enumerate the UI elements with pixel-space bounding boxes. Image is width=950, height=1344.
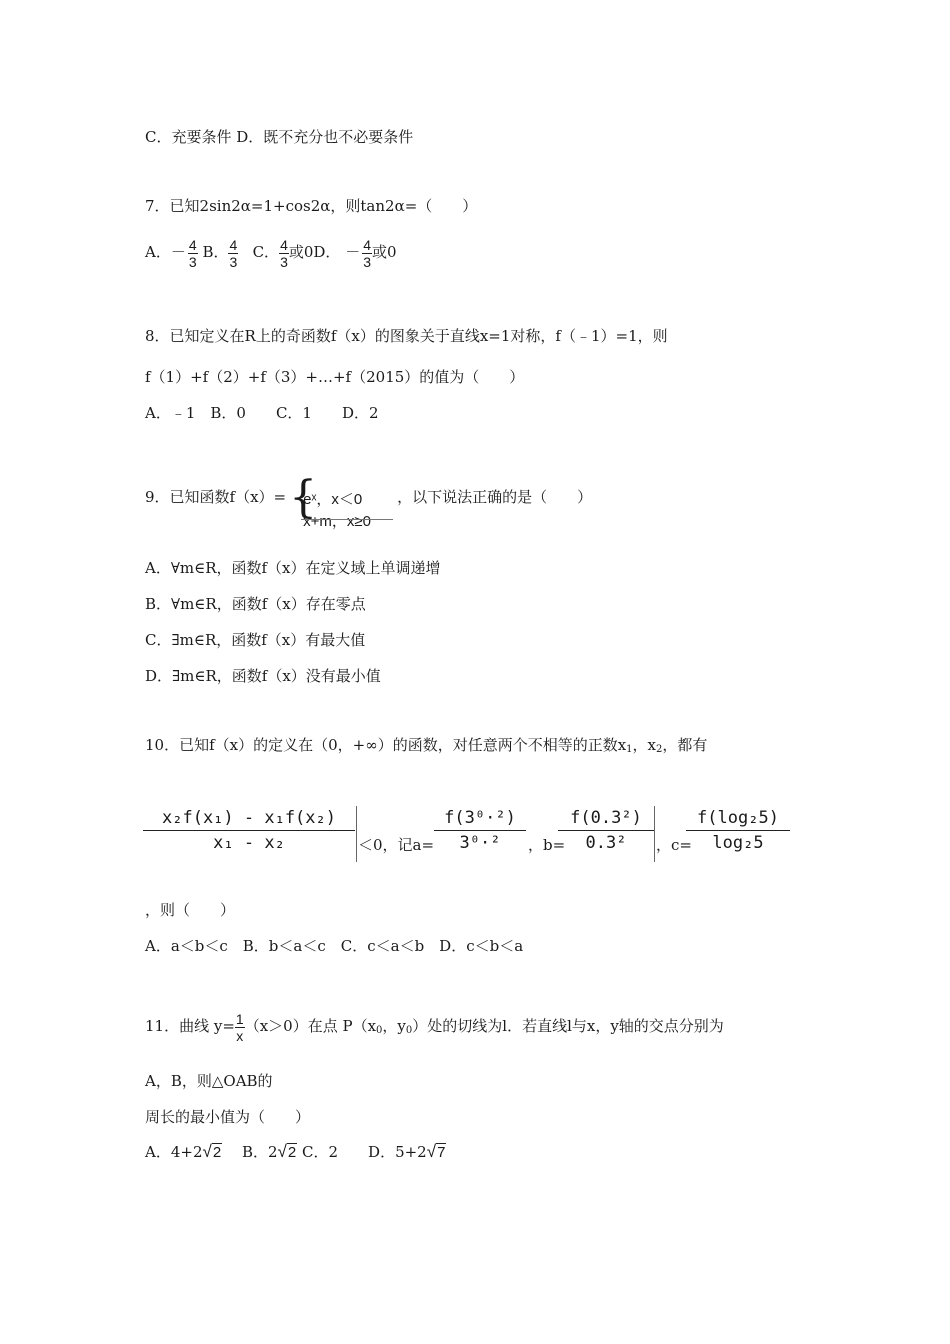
q6-options-cd: C．充要条件 D．既不充分也不必要条件 [145, 128, 414, 146]
q7-opt-d-tail: 或0 [372, 243, 397, 261]
q9-option-c: C．∃m∈R，函数f（x）有最大值 [145, 631, 366, 649]
q7-options [145, 232, 397, 273]
q10-fraction-a: $\frac{\text{f(3⁰·²)}}{\text{3⁰·²}}$ [434, 808, 526, 853]
sqrt-2: √2 [202, 1142, 222, 1161]
fraction-4-3: $\frac{4}{3}$ [280, 236, 288, 270]
q11-line-2: A，B，则△OAB的 [145, 1072, 273, 1090]
q8-options: A．﹣1 B．0 C．1 D．2 [145, 404, 379, 422]
q10-c-label: ，c= [656, 836, 692, 854]
q10-main-denominator: x₁ - x₂ [213, 833, 285, 853]
q10-stem: 10．已知f（x）的定义在（0，+∞）的函数，对任意两个不相等的正数$x_1$，$x_2$，都有 [145, 736, 708, 755]
piecewise-function: { eˣ，x＜0 x+m，x≥0 [289, 476, 397, 520]
q10-main-fraction [143, 808, 355, 853]
q9-stem-post: ，以下说法正确的是（ ） [397, 488, 593, 506]
q9-stem [145, 472, 593, 530]
piecewise-case-1: eˣ，x＜0 [303, 491, 363, 508]
fraction-1-x: $\frac{1}{x}$ [235, 1010, 244, 1044]
piecewise-case-2: x+m，x≥0 [303, 513, 371, 530]
q9-stem-pre: 9．已知函数f（x）= [145, 488, 287, 506]
sqrt-7: √7 [426, 1142, 446, 1161]
fraction-4-3: $\frac{4}{3}$ [363, 236, 372, 270]
q10-options: A．a＜b＜c B．b＜a＜c C．c＜a＜b D．c＜b＜a [145, 937, 524, 955]
q11-stem: 11．曲线 y= $\frac{1}{x}$ （x＞0）在点 $P(x_0$，$y_0$）处的切线为l．若直线l与x，y轴的交点分别为 [145, 1010, 724, 1044]
minus-sign: － [170, 244, 186, 261]
q8-stem: 8．已知定义在R上的奇函数f（x）的图象关于直线x=1对称，f（﹣1）=1，则 [145, 327, 668, 345]
q7-opt-a-label: A． [145, 243, 171, 261]
q7-stem: 7．已知2sin2α=1+cos2α，则tan2α=（ ） [145, 197, 478, 215]
q11-options: A．4+2√2 B．2√2 C．2 D．5+2√7 [145, 1142, 446, 1161]
q7-opt-d-label: D． [313, 243, 341, 261]
q10-b-label: ，b= [528, 836, 566, 854]
fraction-4-3: $\frac{4}{3}$ [229, 236, 238, 270]
q11-line-3: 周长的最小值为（ ） [145, 1108, 311, 1126]
q10-lt0-label: ＜0，记a= [358, 836, 435, 854]
q10-fraction-b: $\frac{\text{f(0.3²)}}{\text{0.3²}}$ [558, 808, 654, 853]
q7-opt-b-label: B． [202, 243, 229, 261]
q10-fraction-c: $\frac{\text{f(log₂5)}}{\text{log₂5}}$ [686, 808, 790, 853]
sqrt-2: √2 [277, 1142, 297, 1161]
q9-option-a: A．∀m∈R，函数f（x）在定义域上单调递增 [145, 559, 441, 577]
fraction-4-3: $\frac{4}{3}$ [188, 236, 197, 270]
q9-option-d: D．∃m∈R，函数f（x）没有最小值 [145, 667, 381, 685]
q8-stem-2: f（1）+f（2）+f（3）+…+f（2015）的值为（ ） [145, 368, 525, 386]
q10-then: ，则（ ） [145, 901, 236, 919]
minus-sign: － [345, 244, 361, 261]
q7-opt-c-label: C． [252, 243, 280, 261]
q9-option-b: B．∀m∈R，函数f（x）存在零点 [145, 595, 366, 613]
q10-main-numerator: x₂f(x₁) - x₁f(x₂) [143, 808, 355, 831]
q7-opt-c-tail: 或0 [288, 243, 314, 261]
